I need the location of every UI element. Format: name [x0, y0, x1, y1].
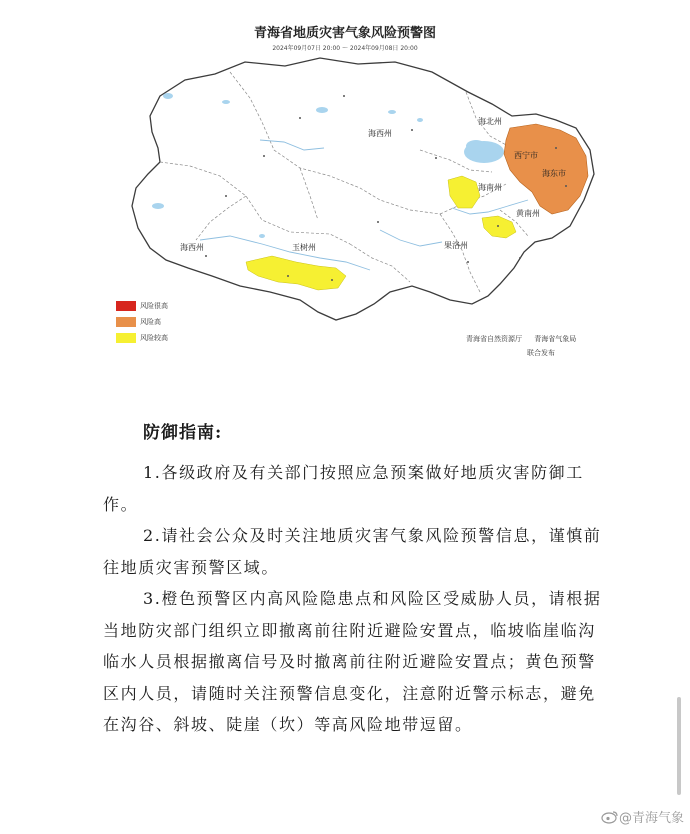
legend-swatch-orange: [116, 317, 136, 327]
region-label-yushu: 玉树州: [292, 243, 316, 252]
region-label-guoluo: 果洛州: [444, 241, 468, 250]
region-label-haibei: 海北州: [478, 117, 502, 126]
province-outline: [132, 58, 594, 320]
defense-guide: [103, 418, 603, 741]
region-label-haixi-west: 海西州: [180, 243, 204, 252]
legend-label: 风险很高: [140, 302, 168, 310]
issuing-agencies: [466, 334, 586, 344]
region-label-haidong: 海东市: [542, 169, 566, 178]
legend-label: 风险高: [140, 318, 161, 326]
legend-swatch-yellow: [116, 333, 136, 343]
map-legend: [116, 298, 168, 346]
guide-item-3: 3.橙色预警区内高风险隐患点和风险区受威胁人员，请根据当地防灾部门组织立即撤离前往附近避险安置点，临坡临崖临沟临水人员根据撤离信号及时撤离前往附近避险安置点；黄色预警区内人员，请随时关注预警信息变化，注意附近警示标志，避免在沟谷、斜坡、陡崖（坎）等高风险地带逗留。: [103, 589, 602, 734]
guide-item-1: 1.各级政府及有关部门按照应急预案做好地质灾害防御工作。: [103, 463, 584, 514]
joint-publish: 联合发布: [527, 349, 555, 357]
weibo-logo-icon: [601, 810, 619, 824]
map-title: 青海省地质灾害气象风险预警图: [253, 26, 436, 41]
weibo-watermark: [601, 807, 684, 826]
region-label-huangnan: 黄南州: [516, 209, 540, 218]
region-label-haixi: 海西州: [368, 129, 392, 138]
legend-item-elevated: [116, 330, 168, 346]
legend-swatch-red: [116, 301, 136, 311]
region-label-xining: 西宁市: [514, 151, 538, 160]
region-label-hainan: 海南州: [478, 183, 502, 192]
legend-item-very-high: [116, 298, 168, 314]
agency-natural-resources: 青海省自然资源厅: [466, 335, 522, 343]
map-subtitle: 2024年09月07日 20:00 ～ 2024年09月08日 20:00: [272, 45, 418, 52]
agency-meteorology: 青海省气象局: [534, 335, 577, 343]
watermark-text: @青海气象: [618, 811, 684, 826]
guide-item-2: 2.请社会公众及时关注地质灾害气象风险预警信息，谨慎前往地质灾害预警区域。: [103, 526, 602, 577]
guide-heading: 防御指南:: [143, 423, 223, 443]
legend-label: 风险较高: [140, 334, 168, 342]
scrollbar-thumb[interactable]: [677, 697, 681, 795]
legend-item-high: [116, 314, 168, 330]
qinghai-map: [0, 0, 690, 400]
